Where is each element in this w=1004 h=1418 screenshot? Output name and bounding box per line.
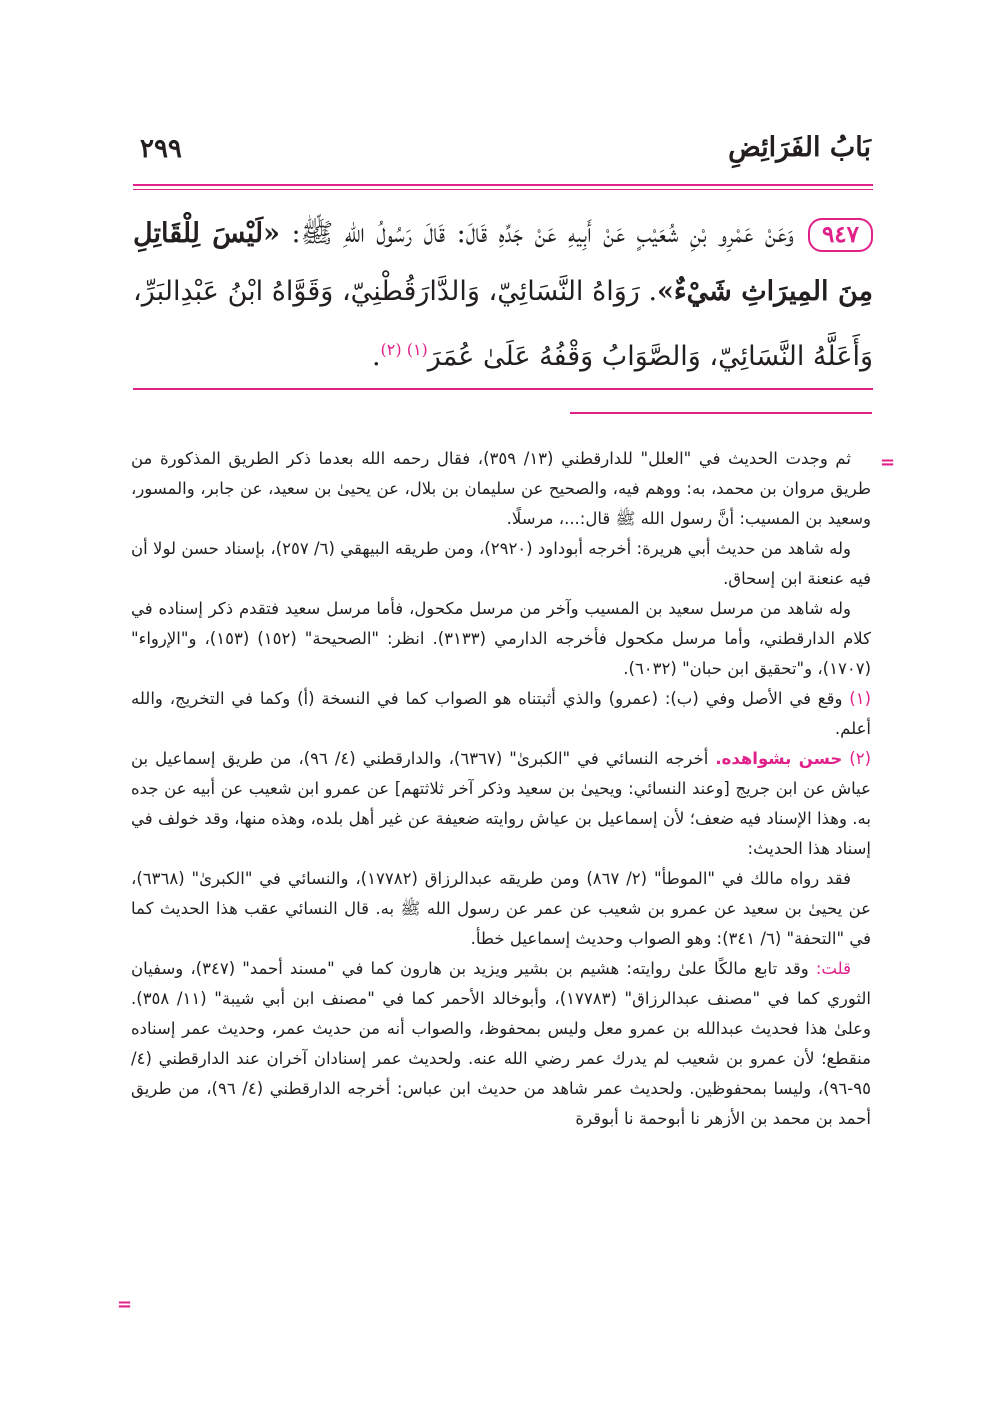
- footnotes: [131, 444, 871, 1134]
- footnote-1: [131, 684, 871, 744]
- footnote-paragraph-text: وقد تابع مالكًا علىٰ روايته: هشيم بن بشير ويزيد بن هارون كما في "مسند أحمد" (٣٤٧)، وسفيان الثوري كما في "مصنف عبدالرزاق" (١٧٧٨٣)، وأبوخالد الأحمر كما في "مصنف ابن أبي شيبة" (١١/ ٣٥٨). وعلىٰ هذا فحديث عبدالله بن عمرو معل وليس بمحفوظ، والصواب أنه من حديث عمر، وحديث عمر إسناده منقطع؛ لأن عمرو بن شعيب لم يدرك عمر رضي الله عنه. ولحديث عمر إسنادان آخران عند الدارقطني (٤/ ٩٥-٩٦)، وليسا بمحفوظين. ولحديث عمر شاهد من حديث ابن عباس: أخرجه الدارقطني (٤/ ٩٦)، من طريق أحمد بن محمد بن الأزهر نا أبوحمة نا أبوقرة: [131, 959, 871, 1128]
- footnote-separator: [570, 412, 872, 414]
- chapter-title: بَابُ الفَرَائِضِ: [728, 132, 871, 163]
- footnote-paragraph: فقد رواه مالك في "الموطأ" (٢/ ٨٦٧) ومن طريقه عبدالرزاق (١٧٧٨٢)، والنسائي في "الكبرىٰ" (٦٣٦٨)، عن يحيىٰ بن سعيد عن عمرو بن شعيب عن عمر عن رسول الله ﷺ به. قال النسائي عقب هذا الحديث كما في "التحفة" (٦/ ٣٤١): وهو الصواب وحديث إسماعيل خطأ.: [131, 869, 871, 948]
- prophet-quote: «لَيْسَ لِلْقَاتِلِ مِنَ المِيرَاثِ شَيْءٌ»: [133, 218, 873, 307]
- footnote-paragraph: [131, 954, 871, 1134]
- qultu-label: قلت:: [815, 959, 851, 978]
- hadith-end: .: [371, 341, 381, 372]
- hadith-text: [133, 205, 873, 386]
- continuation-mark-top: =: [880, 452, 896, 473]
- page-number: ٢٩٩: [140, 134, 182, 164]
- footnote-paragraph: وله شاهد من مرسل سعيد بن المسيب وآخر من مرسل مكحول، فأما مرسل سعيد فتقدم ذكر إسناده في كلام الدارقطني، وأما مرسل مكحول فأخرجه الدارمي (٣١٣٣). انظر: "الصحيحة" (١٥٢) (١٥٣)، و"الإرواء" (١٧٠٧)، و"تحقيق ابن حبان" (٦٠٣٢).: [131, 599, 871, 678]
- footnote-2-grade: حسن بشواهده.: [715, 749, 843, 768]
- footnote-paragraph: وله شاهد من حديث أبي هريرة: أخرجه أبوداود (٢٩٢٠)، ومن طريقه البيهقي (٦/ ٢٥٧)، بإسناد حسن لولا أن فيه عنعنة ابن إسحاق.: [131, 539, 871, 588]
- footnote-2-text: أخرجه النسائي في "الكبرىٰ" (٦٣٦٧)، والدارقطني (٤/ ٩٦)، من طريق إسماعيل بن عياش عن ابن جريج [وعند النسائي: ويحيىٰ بن سعيد وذكر آخر ثلاثتهم] عن عمرو ابن شعيب عن أبيه عن جده به. وهذا الإسناد فيه ضعف؛ لأن إسماعيل بن عياش روايته ضعيفة عن غير أهل بلده، وهذه منها، وقد خولف في إسناد هذا الحديث:: [131, 749, 871, 858]
- continuation-mark-bottom: =: [117, 1294, 133, 1315]
- header-rule-thin: [133, 189, 873, 190]
- header-rule: [133, 184, 873, 186]
- footnote-markers: (١) (٢): [380, 340, 428, 359]
- hadith-intro: وَعَنْ عَمْرِو بْنِ شُعَيْبٍ عَنْ أَبِيهِ عَنْ جَدِّهِ قَالَ: قَالَ رَسُولُ اللهِ ﷺ:: [291, 218, 794, 249]
- footnote-1-number: (١): [849, 689, 872, 708]
- hadith-bottom-rule: [133, 388, 873, 390]
- footnote-2-number: (٢): [849, 749, 872, 768]
- footnote-1-text: وقع في الأصل وفي (ب): (عمرو) والذي أثبتناه هو الصواب كما في النسخة (أ) وكما في التخريج، والله أعلم.: [131, 689, 871, 738]
- hadith-rest: . رَوَاهُ النَّسَائِيّ، وَالدَّارَقُطْنِيّ، وَقَوَّاهُ ابْنُ عَبْدِالبَرِّ، وَأَعَلَّهُ النَّسَائِيّ، وَالصَّوَابُ وَقْفُهُ عَلَىٰ عُمَرَ: [133, 276, 873, 372]
- footnote-2: [131, 744, 871, 864]
- hadith-number-badge: ٩٤٧: [808, 218, 873, 252]
- footnote-paragraph: ثم وجدت الحديث في "العلل" للدارقطني (١٣/ ٣٥٩)، فقال رحمه الله بعدما ذكر الطريق المذكورة من طريق مروان بن محمد، به: ووهم فيه، والصحيح عن سليمان بن بلال، عن يحيىٰ بن سعيد، عن جابر، والمسور، وسعيد بن المسيب: أنَّ رسول الله ﷺ قال:...، مرسلًا.: [131, 449, 871, 528]
